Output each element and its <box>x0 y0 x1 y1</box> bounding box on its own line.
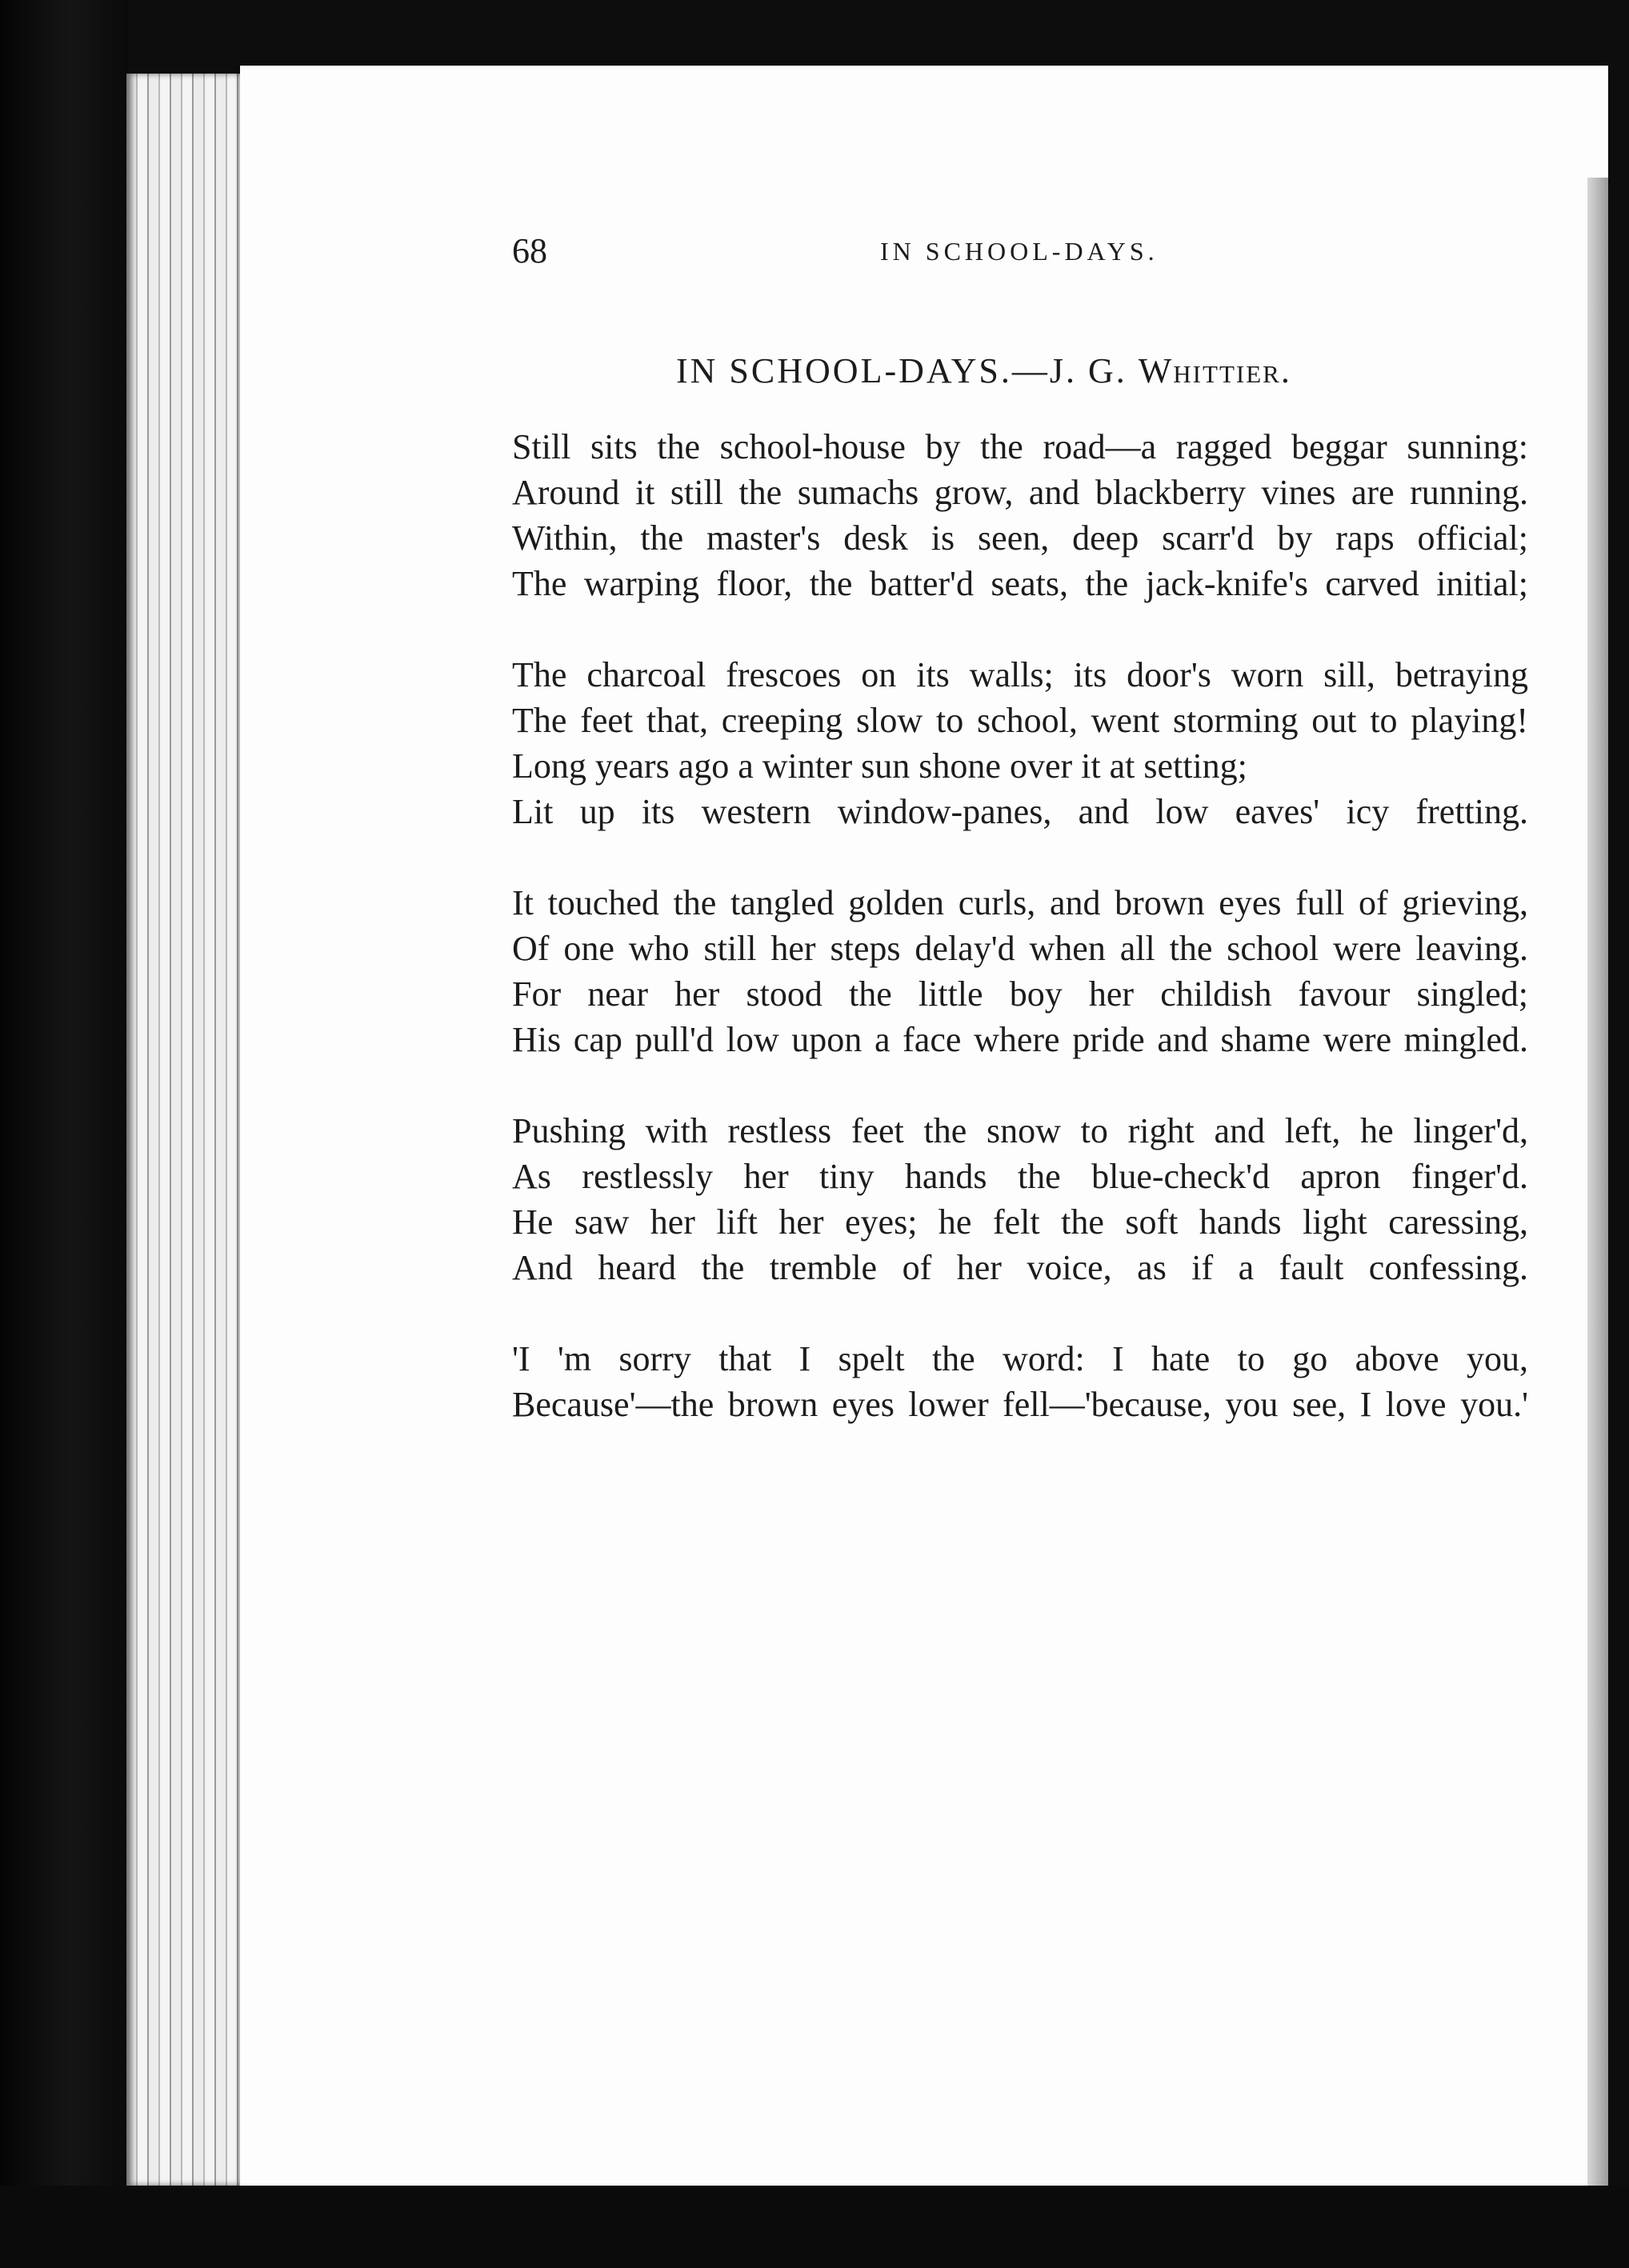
scan-background-bottom <box>0 2186 1629 2268</box>
verse-line: The feet that, creeping slow to school, went storming out to playing! <box>512 701 1528 740</box>
verse-line: The charcoal frescoes on its walls; its door's worn sill, betraying <box>512 655 1528 694</box>
scan-background-left <box>0 0 128 2268</box>
verse-line: Because'—the brown eyes lower fell—'because, you see, I love you.' <box>512 1385 1528 1424</box>
stanza <box>512 424 1528 606</box>
verse-line: 'I 'm sorry that I spelt the word: I hate to go above you, <box>512 1339 1528 1378</box>
verse-line: Within, the master's desk is seen, deep scarr'd by raps official; <box>512 518 1528 558</box>
poem-title: IN SCHOOL-DAYS.—J. G. <box>676 351 1139 390</box>
verse-line: His cap pull'd low upon a face where pride and shame were mingled. <box>512 1020 1528 1059</box>
verse-line: Still sits the school-house by the road—a ragged beggar sunning: <box>512 427 1528 466</box>
verse-line: For near her stood the little boy her childish favour singled; <box>512 974 1528 1014</box>
verse-line: It touched the tangled golden curls, and brown eyes full of grieving, <box>512 883 1528 922</box>
running-head <box>512 230 1536 278</box>
page-right-edge <box>1587 178 1608 2194</box>
verse-line: Of one who still her steps delay'd when all the school were leaving. <box>512 929 1528 968</box>
verse-line: And heard the tremble of her voice, as if a fault confessing. <box>512 1248 1528 1287</box>
poem-body <box>512 424 1528 1427</box>
running-title: IN SCHOOL-DAYS. <box>880 237 1159 266</box>
stanza <box>512 1108 1528 1290</box>
poem-heading <box>676 350 1291 391</box>
verse-line: Pushing with restless feet the snow to right and left, he linger'd, <box>512 1111 1528 1150</box>
page-number: 68 <box>512 231 547 270</box>
stanza <box>512 652 1528 834</box>
stanza <box>512 880 1528 1062</box>
verse-line: Around it still the sumachs grow, and blackberry vines are running. <box>512 473 1528 512</box>
verse-line: As restlessly her tiny hands the blue-check'd apron finger'd. <box>512 1157 1528 1196</box>
poem-author: Whittier. <box>1138 351 1291 390</box>
verse-line: He saw her lift her eyes; he felt the soft hands light caressing, <box>512 1202 1528 1242</box>
verse-line: The warping floor, the batter'd seats, the jack-knife's carved initial; <box>512 564 1528 603</box>
verse-line: Lit up its western window-panes, and low eaves' icy fretting. <box>512 792 1528 831</box>
verse-line: Long years ago a winter sun shone over it at setting; <box>512 746 1247 786</box>
stanza <box>512 1336 1528 1427</box>
